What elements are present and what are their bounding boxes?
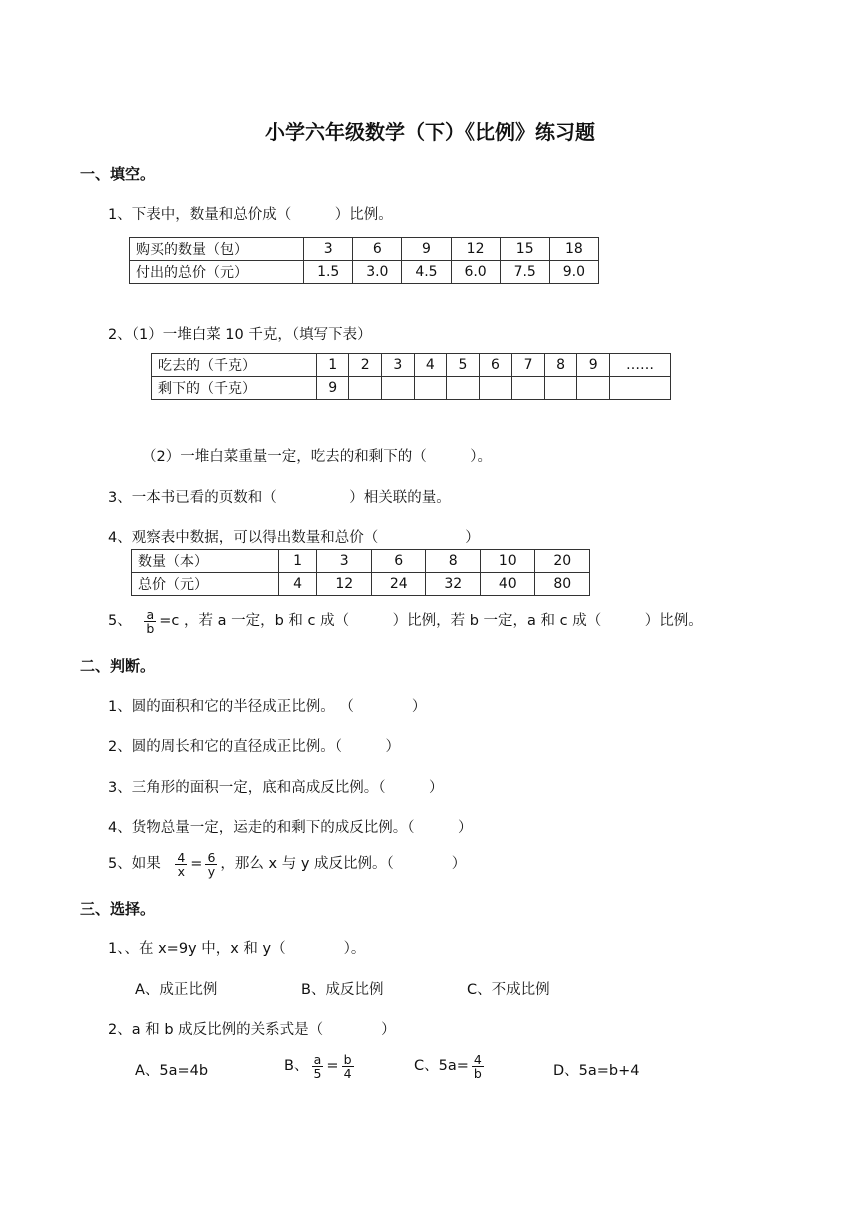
judge-suffix: ，那么 x 与 y 成反比例。（ ） bbox=[220, 856, 467, 872]
table-cell bbox=[414, 377, 447, 400]
equals-sign: = bbox=[190, 856, 203, 872]
table-cell bbox=[512, 377, 545, 400]
table-cell: 9 bbox=[316, 377, 349, 400]
choice-option: A、成正比例 bbox=[135, 982, 218, 998]
table-cell: 40 bbox=[480, 573, 535, 596]
table-cell: 1 bbox=[316, 354, 349, 377]
table-cell: 4 bbox=[414, 354, 447, 377]
fraction-denominator: b bbox=[473, 1065, 482, 1081]
table-cell: 数量（本） bbox=[132, 550, 279, 573]
judge-item: 1、圆的面积和它的半径成正比例。 （ ） bbox=[108, 699, 427, 715]
question-3-text: 3、一本书已看的页数和（ ）相关联的量。 bbox=[108, 490, 451, 506]
table-cell bbox=[544, 377, 577, 400]
table-row bbox=[152, 377, 671, 400]
equals-sign: = bbox=[326, 1058, 339, 1074]
choice-question-2: 2、a 和 b 成反比例的关系式是（ ） bbox=[108, 1022, 396, 1038]
table-row bbox=[132, 573, 590, 596]
cabbage-table bbox=[151, 353, 671, 400]
table-cell: 6 bbox=[353, 238, 402, 261]
table-cell: 3 bbox=[317, 550, 372, 573]
fraction-numerator: 6 bbox=[207, 849, 216, 865]
table-cell: 10 bbox=[480, 550, 535, 573]
judge-prefix: 5、如果 bbox=[108, 856, 161, 872]
section-heading-fill: 一、填空。 bbox=[80, 165, 156, 183]
table-cell: 购买的数量（包） bbox=[130, 238, 304, 261]
table-cell: 8 bbox=[544, 354, 577, 377]
fraction-a-over-b bbox=[144, 608, 156, 635]
table-cell: 3 bbox=[304, 238, 353, 261]
table-cell: 4 bbox=[278, 573, 317, 596]
table-cell: 9.0 bbox=[549, 261, 598, 284]
fraction-denominator: x bbox=[177, 863, 186, 879]
choice-option: A、5a=4b bbox=[135, 1063, 209, 1079]
table-cell bbox=[382, 377, 415, 400]
fraction-4-over-b bbox=[472, 1053, 484, 1080]
section-heading-choice: 三、选择。 bbox=[80, 900, 156, 918]
question-1-text: 1、下表中，数量和总价成（ ）比例。 bbox=[108, 207, 393, 223]
question-number: 5、 bbox=[108, 613, 132, 629]
table-cell: 32 bbox=[426, 573, 481, 596]
quantity-price-table bbox=[129, 237, 599, 284]
judge-item-5 bbox=[108, 848, 466, 880]
question-5-text: =c ，若 a 一定，b 和 c 成（ ）比例，若 b 一定，a 和 c 成（ ）比例。 bbox=[159, 613, 703, 629]
fraction-numerator: a bbox=[146, 606, 155, 622]
table-cell: 2 bbox=[349, 354, 382, 377]
fraction-b-over-4 bbox=[342, 1053, 354, 1080]
fraction-numerator: b bbox=[343, 1051, 352, 1067]
table-row bbox=[130, 261, 599, 284]
table-cell: 7 bbox=[512, 354, 545, 377]
table-cell: 80 bbox=[535, 573, 590, 596]
table-row bbox=[152, 354, 671, 377]
table-cell: 付出的总价（元） bbox=[130, 261, 304, 284]
question-2-text: 2、（1）一堆白菜 10 千克，（填写下表） bbox=[108, 327, 372, 343]
table-cell: 15 bbox=[500, 238, 549, 261]
table-cell bbox=[349, 377, 382, 400]
table-cell bbox=[447, 377, 480, 400]
fraction-4-over-x bbox=[175, 851, 187, 878]
fraction-6-over-y bbox=[205, 851, 217, 878]
fraction-numerator: 4 bbox=[177, 849, 186, 865]
table-cell bbox=[577, 377, 610, 400]
fraction-numerator: a bbox=[313, 1051, 322, 1067]
table-cell: 1 bbox=[278, 550, 317, 573]
table-cell: 6 bbox=[479, 354, 512, 377]
table-cell: 7.5 bbox=[500, 261, 549, 284]
table-cell: 18 bbox=[549, 238, 598, 261]
books-table bbox=[131, 549, 590, 596]
question-4-text: 4、观察表中数据，可以得出数量和总价（ ） bbox=[108, 530, 480, 546]
fraction-denominator: 4 bbox=[343, 1065, 352, 1081]
table-cell: 1.5 bbox=[304, 261, 353, 284]
table-cell: 9 bbox=[402, 238, 451, 261]
option-prefix: C、5a= bbox=[414, 1058, 469, 1074]
option-prefix: B、 bbox=[284, 1058, 309, 1074]
choice-option-b bbox=[284, 1049, 357, 1083]
table-cell: 3.0 bbox=[353, 261, 402, 284]
fraction-denominator: b bbox=[146, 620, 155, 636]
table-cell: 20 bbox=[535, 550, 590, 573]
section-heading-judge: 二、判断。 bbox=[80, 657, 156, 675]
judge-item: 2、圆的周长和它的直径成正比例。（ ） bbox=[108, 739, 400, 755]
question-2-part-2: （2）一堆白菜重量一定，吃去的和剩下的（ ）。 bbox=[142, 449, 492, 465]
choice-option-c bbox=[414, 1049, 487, 1083]
fraction-denominator: 5 bbox=[313, 1065, 322, 1081]
table-cell: 总价（元） bbox=[132, 573, 279, 596]
table-cell bbox=[609, 377, 670, 400]
table-cell: 6 bbox=[371, 550, 426, 573]
table-cell: 4.5 bbox=[402, 261, 451, 284]
table-cell: 9 bbox=[577, 354, 610, 377]
table-cell bbox=[479, 377, 512, 400]
table-cell: …… bbox=[609, 354, 670, 377]
table-cell: 吃去的（千克） bbox=[152, 354, 317, 377]
table-cell: 12 bbox=[451, 238, 500, 261]
choice-option: D、5a=b+4 bbox=[553, 1063, 640, 1079]
table-row bbox=[132, 550, 590, 573]
judge-item: 4、货物总量一定，运走的和剩下的成反比例。（ ） bbox=[108, 820, 473, 836]
table-row bbox=[130, 238, 599, 261]
choice-question-1: 1、、在 x=9y 中，x 和 y（ ）。 bbox=[108, 941, 366, 957]
table-cell: 12 bbox=[317, 573, 372, 596]
page-title: 小学六年级数学（下）《比例》练习题 bbox=[265, 120, 595, 144]
judge-item: 3、三角形的面积一定，底和高成反比例。（ ） bbox=[108, 780, 444, 796]
table-cell: 24 bbox=[371, 573, 426, 596]
table-cell: 剩下的（千克） bbox=[152, 377, 317, 400]
fraction-numerator: 4 bbox=[473, 1051, 482, 1067]
table-cell: 8 bbox=[426, 550, 481, 573]
table-cell: 6.0 bbox=[451, 261, 500, 284]
choice-option: B、成反比例 bbox=[301, 982, 384, 998]
fraction-denominator: y bbox=[207, 863, 216, 879]
table-cell: 3 bbox=[382, 354, 415, 377]
table-cell: 5 bbox=[447, 354, 480, 377]
question-5-line bbox=[108, 606, 703, 636]
fraction-a-over-5 bbox=[311, 1053, 323, 1080]
choice-option: C、不成比例 bbox=[467, 982, 550, 998]
